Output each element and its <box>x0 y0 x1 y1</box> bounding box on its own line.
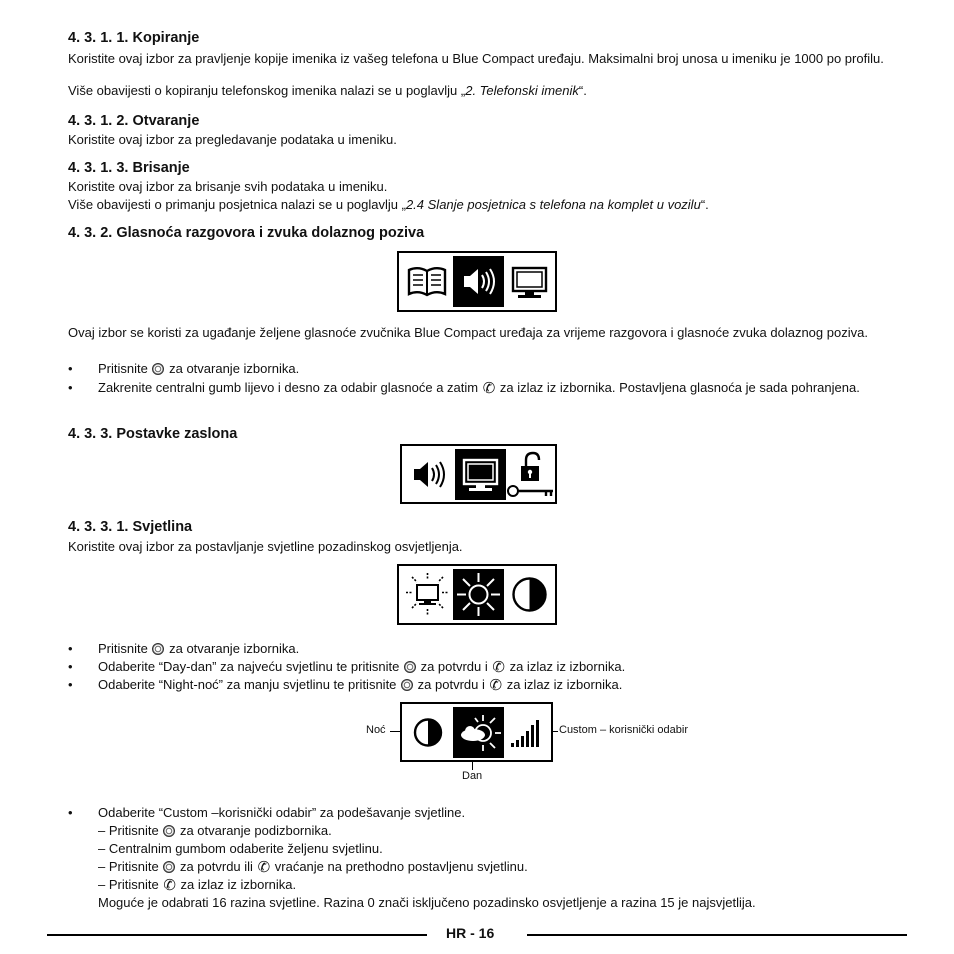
phone-hangup-icon: ✆ <box>492 659 505 676</box>
knob-button-icon <box>152 363 164 375</box>
custom-step-2: – Centralnim gumbom odaberite željenu svjetlinu. <box>98 841 383 856</box>
leader-line-bottom <box>472 761 473 770</box>
custom-note: Moguće je odabrati 16 razina svjetline. Razina 0 znači isključeno pozadinsko osvjetljenje a razina 15 je najsvjetlija. <box>98 895 756 910</box>
glasnoca-text: Ovaj izbor se koristi za ugađanje željene glasnoće zvučnika Blue Compact uređaja za vrijeme razgovora i glasnoće zvuka dolaznog poziva. <box>68 325 868 340</box>
knob-button-icon <box>152 643 164 655</box>
knob-button-icon <box>404 661 416 673</box>
volume-menu-strip <box>397 251 557 312</box>
diagram-label-custom: Custom – korisnički odabir <box>559 724 688 736</box>
speaker-icon <box>453 256 504 307</box>
heading-kopiranje: 4. 3. 1. 1. Kopiranje <box>68 30 200 46</box>
diagram-label-noc: Noć <box>366 724 386 736</box>
heading-otvaranje: 4. 3. 1. 2. Otvaranje <box>68 113 200 129</box>
brisanje-reference: Više obavijesti o primanju posjetnica nalazi se u poglavlju „2.4 Slanje posjetnica s telefona na komplet u vozilu“. <box>68 197 709 212</box>
heading-brisanje: 4. 3. 1. 3. Brisanje <box>68 160 190 176</box>
speaker-icon <box>404 449 455 500</box>
display-menu-strip <box>400 444 557 504</box>
phonebook-icon <box>402 256 453 307</box>
leader-line-right <box>552 731 558 732</box>
signal-bars-icon <box>502 707 553 758</box>
kopiranje-reference: Više obavijesti o kopiranju telefonskog imenika nalazi se u poglavlju „2. Telefonski imenik“. <box>68 83 587 98</box>
monitor-icon <box>455 449 506 500</box>
brightness-menu-strip <box>397 564 557 625</box>
phone-hangup-icon: ✆ <box>163 877 176 894</box>
cloud-sun-icon <box>453 707 504 758</box>
brisanje-text: Koristite ovaj izbor za brisanje svih podataka u imeniku. <box>68 179 388 194</box>
diagram-label-dan: Dan <box>462 770 483 782</box>
svjetlina-text: Koristite ovaj izbor za postavljanje svjetline pozadinskog osvjetljenja. <box>68 539 463 554</box>
custom-step-3: – Pritisnite za potvrdu ili ✆ vraćanje na prethodno postavljenu svjetlinu. <box>98 859 528 876</box>
knob-button-icon <box>163 825 175 837</box>
custom-step-1: – Pritisnite za otvaranje podizbornika. <box>98 823 332 838</box>
brightness-mode-strip <box>400 702 553 762</box>
lock-key-icon <box>506 449 557 500</box>
heading-glasnoca: 4. 3. 2. Glasnoća razgovora i zvuka dolaznog poziva <box>68 225 425 241</box>
monitor-icon <box>504 256 555 307</box>
knob-button-icon <box>401 679 413 691</box>
kopiranje-text: Koristite ovaj izbor za pravljenje kopije imenika iz vašeg telefona u Blue Compact uređaju. Maksimalni broj unosa u imeniku je 1000 po profilu. <box>68 51 884 66</box>
otvaranje-text: Koristite ovaj izbor za pregledavanje podataka u imeniku. <box>68 132 397 147</box>
footer-rule-left <box>47 934 427 936</box>
knob-button-icon <box>163 861 175 873</box>
page-number: HR - 16 <box>446 925 495 941</box>
phone-hangup-icon: ✆ <box>482 380 496 397</box>
phone-hangup-icon: ✆ <box>489 677 503 694</box>
manual-page: 4. 3. 1. 1. Kopiranje Koristite ovaj izbor za pravljenje kopije imenika iz vašeg telefona u Blue Compact uređaju. Maksimalni broj unosa u imeniku je 1000 po profilu. Više obavijesti o kopiranju telefonskog imenika nalazi se u poglavlju „2. Telefonski imenik“. 4. 3. 1. 2. Otvaranje Koristite ovaj izbor za pregledavanje podataka u imeniku. 4. 3. 1. 3. Brisanje Koristite ovaj izbor za brisanje svih podataka u imeniku. Više obavijesti o primanju posjetnica nalazi se u poglavlju „2.4 Slanje posjetnica s telefona na komplet u vozilu“. 4. 3. 2. Glasnoća razgovora i zvuka dolaznog poziva Ovaj izbor se koristi za ugađanje željene glasnoće zvučnika Blue Compact uređaja za vrijeme razgovora i glasnoće zvuka dolaznog poziva. • Pritisnite za otvaranje izbornika. • Zakrenite centralni gumb lijevo i desno za odabir glasnoće a zatim ✆ za izlaz iz izbornika. Postavljena glasnoća je sada pohranjena. 4. 3. 3. Postavke zaslona 4. 3. 3. 1. Svjetlina Koristite ovaj izbor za postavljanje svjetline pozadinskog osvjetljenja. • Pritisnite za otvaranje izbornika. • Odaberite “Day-dan” za najveću svjetlinu te pritisnite za potvrdu i ✆ za izlaz iz izbornika. • Odaberite “Night-noć” za manju svjetlinu te pritisnite za potvrdu i ✆ za izlaz iz izbornika. Noć Custom – korisnički odabir Dan • Odaberite “Custom –korisnički odabir” za podešavanje svjetline. – Pritisnite za otvaranje podizbornika. – Centralnim gumbom odaberite željenu svjetlinu. – Pritisnite za potvrdu ili ✆ vraćanje na prethodno postavljenu svjetlinu. – Pritisnite ✆ za izlaz iz izbornika. Moguće je odabrati 16 razina svjetline. Razina 0 znači isključeno pozadinsko osvjetljenje a razina 15 je najsvjetlija. HR - 16 <box>0 0 954 954</box>
contrast-icon <box>504 569 555 620</box>
heading-postavke-zaslona: 4. 3. 3. Postavke zaslona <box>68 426 238 442</box>
contrast-icon <box>404 707 455 758</box>
footer-rule-right <box>527 934 907 936</box>
screen-brightness-icon <box>402 569 453 620</box>
custom-step-4: – Pritisnite ✆ za izlaz iz izbornika. <box>98 877 297 894</box>
sun-icon <box>453 569 504 620</box>
heading-svjetlina: 4. 3. 3. 1. Svjetlina <box>68 519 193 535</box>
phone-hangup-icon: ✆ <box>257 859 271 876</box>
